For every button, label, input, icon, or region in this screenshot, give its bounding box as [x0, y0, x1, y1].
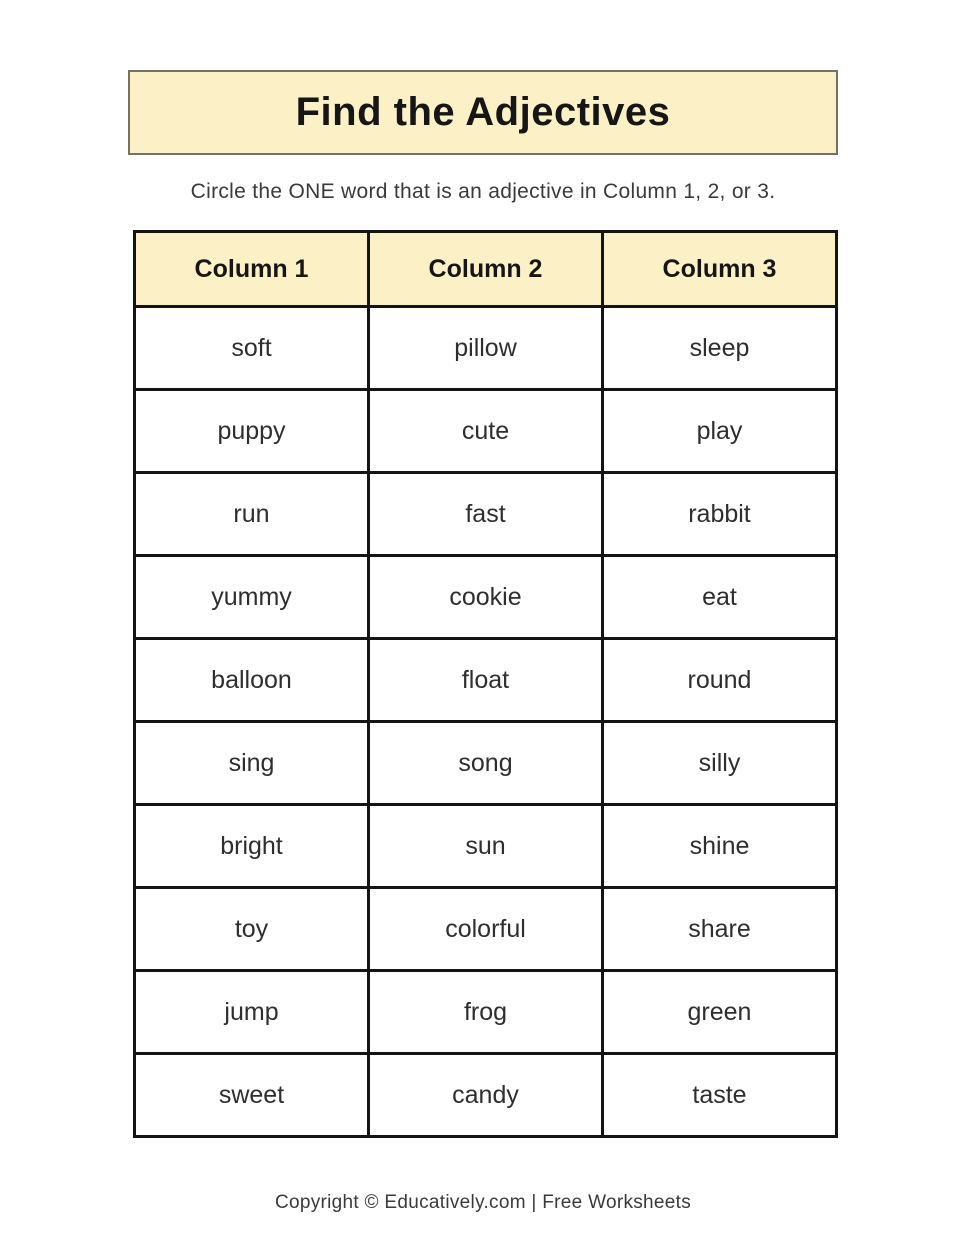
- word-cell[interactable]: candy: [369, 1054, 603, 1137]
- word-cell[interactable]: jump: [135, 971, 369, 1054]
- table-row: [135, 971, 837, 1054]
- column-header-1: Column 1: [135, 232, 369, 307]
- word-cell[interactable]: sweet: [135, 1054, 369, 1137]
- title-banner: [128, 70, 838, 155]
- word-cell[interactable]: cute: [369, 390, 603, 473]
- table-row: [135, 805, 837, 888]
- word-cell[interactable]: round: [603, 639, 837, 722]
- word-cell[interactable]: bright: [135, 805, 369, 888]
- page-title: Find the Adjectives: [295, 90, 671, 134]
- word-cell[interactable]: eat: [603, 556, 837, 639]
- word-cell[interactable]: sing: [135, 722, 369, 805]
- word-cell[interactable]: puppy: [135, 390, 369, 473]
- word-cell[interactable]: pillow: [369, 307, 603, 390]
- word-cell[interactable]: balloon: [135, 639, 369, 722]
- copyright-footer: Copyright © Educatively.com | Free Worksheets: [274, 1192, 692, 1213]
- word-table: [133, 230, 838, 1138]
- word-cell[interactable]: frog: [369, 971, 603, 1054]
- word-cell[interactable]: sleep: [603, 307, 837, 390]
- table-row: [135, 473, 837, 556]
- word-cell[interactable]: share: [603, 888, 837, 971]
- word-cell[interactable]: float: [369, 639, 603, 722]
- word-cell[interactable]: rabbit: [603, 473, 837, 556]
- table-row: [135, 1054, 837, 1137]
- table-row: [135, 307, 837, 390]
- word-cell[interactable]: sun: [369, 805, 603, 888]
- table-row: [135, 888, 837, 971]
- table-row: [135, 639, 837, 722]
- column-header-2: Column 2: [369, 232, 603, 307]
- word-cell[interactable]: fast: [369, 473, 603, 556]
- word-cell[interactable]: yummy: [135, 556, 369, 639]
- table-row: [135, 556, 837, 639]
- word-cell[interactable]: taste: [603, 1054, 837, 1137]
- table-header-row: [135, 232, 837, 307]
- word-cell[interactable]: colorful: [369, 888, 603, 971]
- word-cell[interactable]: play: [603, 390, 837, 473]
- table-row: [135, 722, 837, 805]
- word-cell[interactable]: green: [603, 971, 837, 1054]
- word-cell[interactable]: shine: [603, 805, 837, 888]
- word-cell[interactable]: soft: [135, 307, 369, 390]
- table-row: [135, 390, 837, 473]
- column-header-3: Column 3: [603, 232, 837, 307]
- word-cell[interactable]: run: [135, 473, 369, 556]
- word-cell[interactable]: toy: [135, 888, 369, 971]
- word-cell[interactable]: cookie: [369, 556, 603, 639]
- instruction-text: Circle the ONE word that is an adjective in Column 1, 2, or 3.: [190, 180, 776, 203]
- word-cell[interactable]: song: [369, 722, 603, 805]
- word-cell[interactable]: silly: [603, 722, 837, 805]
